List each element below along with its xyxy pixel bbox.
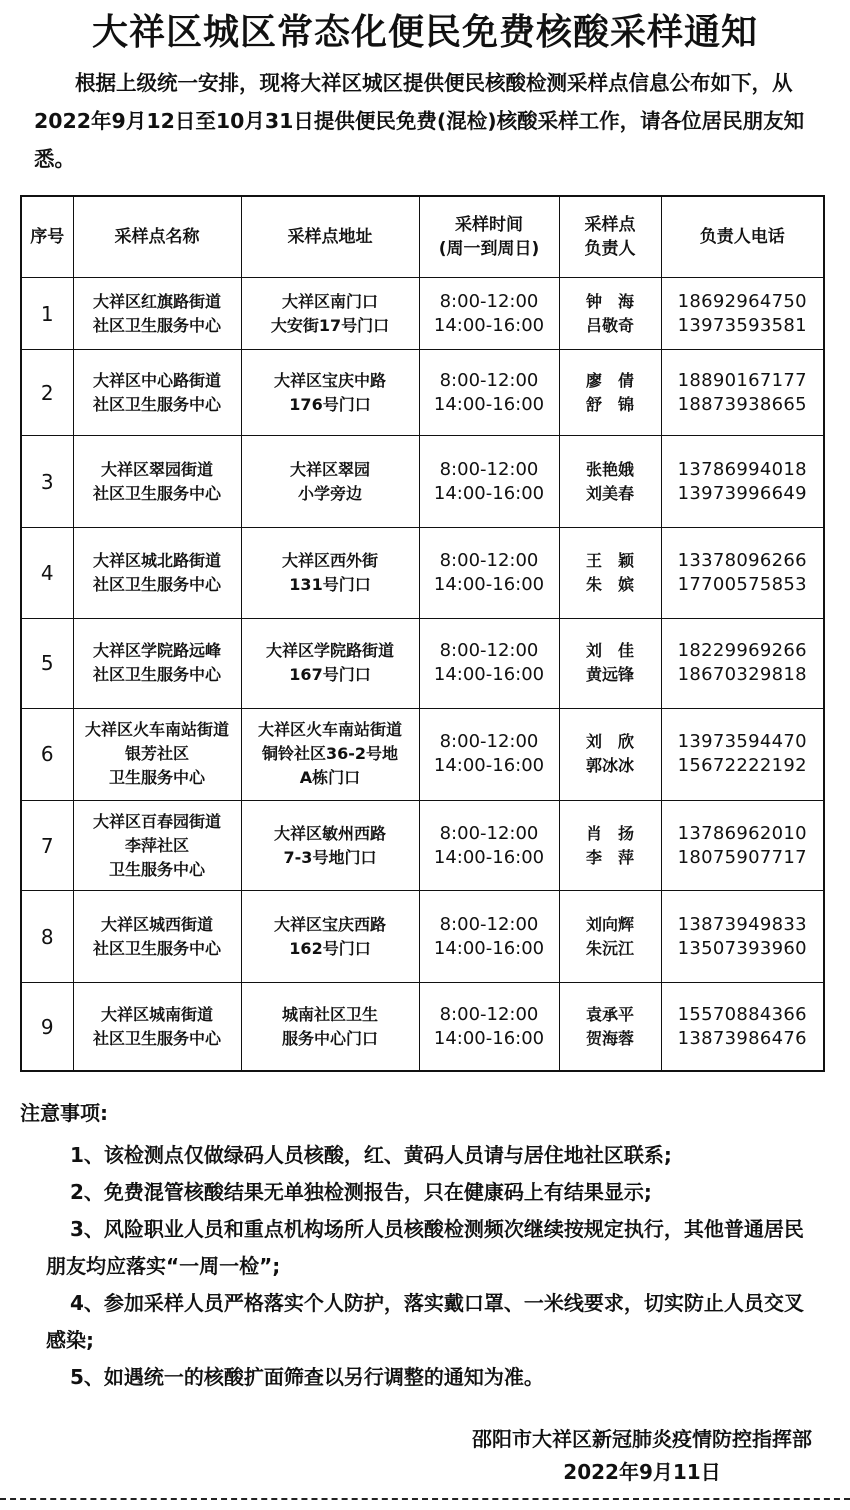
row-number-cell: 6 — [21, 708, 73, 800]
responsible-phone-line: 17700575853 — [677, 574, 807, 596]
responsible-person-cell — [559, 350, 661, 436]
site-name-line: 卫生服务中心 — [108, 859, 205, 879]
sampling-time-line: 14:00-16:00 — [433, 393, 545, 415]
header-time-line2: (周一到周日) — [438, 239, 540, 259]
header-time-line1: 采样时间 — [455, 215, 523, 235]
site-name-cell — [73, 800, 241, 890]
responsible-person-line: 刘 欣 — [585, 732, 634, 752]
sampling-time-line: 14:00-16:00 — [433, 846, 545, 868]
site-address-line: 大祥区西外街 — [281, 551, 378, 571]
sampling-time-line: 14:00-16:00 — [433, 1027, 545, 1049]
sampling-time-line: 14:00-16:00 — [433, 937, 545, 959]
responsible-phone-cell — [661, 618, 824, 708]
site-name-cell — [73, 278, 241, 350]
row-number-cell: 2 — [21, 350, 73, 436]
responsible-phone-line: 13973593581 — [677, 314, 807, 336]
site-name-line: 社区卫生服务中心 — [92, 1028, 221, 1048]
table-row — [21, 708, 824, 800]
site-address-line: 服务中心门口 — [281, 1028, 378, 1048]
site-name-line: 大祥区城北路街道 — [92, 551, 221, 571]
sampling-time-line: 14:00-16:00 — [433, 314, 545, 336]
responsible-phone-line: 13786994018 — [677, 458, 807, 480]
site-name-line: 社区卫生服务中心 — [92, 483, 221, 503]
sampling-time-line: 8:00-12:00 — [439, 913, 539, 935]
responsible-person-line: 刘向辉 — [585, 914, 634, 934]
responsible-person-line: 廖 倩 — [585, 370, 634, 390]
responsible-person-line: 袁承平 — [585, 1004, 634, 1024]
responsible-person-cell — [559, 891, 661, 983]
responsible-person-line: 钟 海 — [585, 291, 634, 311]
site-address-line: 131号门口 — [289, 575, 371, 595]
site-name-cell — [73, 618, 241, 708]
responsible-person-cell — [559, 436, 661, 528]
responsible-phone-line: 13973594470 — [677, 731, 807, 753]
site-address-line: 大祥区学院路街道 — [265, 641, 394, 661]
sampling-time-line: 8:00-12:00 — [439, 369, 539, 391]
site-name-line: 大祥区火车南站街道 — [84, 720, 229, 740]
responsible-phone-cell — [661, 278, 824, 350]
table-row — [21, 800, 824, 890]
responsible-person-line: 朱 嫔 — [585, 575, 634, 595]
sampling-time-cell — [419, 708, 559, 800]
site-address-line: 铜铃社区36-2号地 — [261, 744, 399, 764]
responsible-phone-cell — [661, 708, 824, 800]
sampling-time-cell — [419, 350, 559, 436]
sampling-time-line: 14:00-16:00 — [433, 664, 545, 686]
site-address-line: 大祥区敏州西路 — [273, 823, 386, 843]
site-name-line: 大祥区翠园街道 — [100, 459, 213, 479]
site-address-line: 176号门口 — [289, 394, 371, 414]
responsible-person-line: 黄远锋 — [585, 665, 634, 685]
row-number-cell: 7 — [21, 800, 73, 890]
responsible-person-line: 刘美春 — [585, 483, 634, 503]
responsible-person-line: 朱沅江 — [585, 938, 634, 958]
responsible-phone-line: 15570884366 — [677, 1003, 807, 1025]
sampling-time-line: 8:00-12:00 — [439, 640, 539, 662]
note-item: 2、免费混管核酸结果无单独检测报告，只在健康码上有结果显示; — [70, 1180, 652, 1204]
table-row — [21, 436, 824, 528]
sampling-time-cell — [419, 800, 559, 890]
header-phone: 负责人电话 — [661, 196, 824, 278]
site-address-line: 大祥区宝庆西路 — [273, 914, 386, 934]
site-name-line: 社区卫生服务中心 — [92, 575, 221, 595]
sampling-time-line: 8:00-12:00 — [439, 822, 539, 844]
signature-org: 邵阳市大祥区新冠肺炎疫情防控指挥部 — [472, 1427, 812, 1451]
site-address-cell — [241, 436, 419, 528]
sampling-time-cell — [419, 891, 559, 983]
responsible-phone-line: 18229969266 — [677, 640, 807, 662]
note-item: 1、该检测点仅做绿码人员核酸，红、黄码人员请与居住地社区联系; — [70, 1143, 672, 1167]
site-address-line: 小学旁边 — [297, 483, 362, 503]
site-address-cell — [241, 350, 419, 436]
row-number-cell: 8 — [21, 891, 73, 983]
responsible-phone-line: 18890167177 — [677, 369, 807, 391]
site-address-line: A栋门口 — [299, 768, 361, 788]
dashed-cut-line — [0, 1498, 850, 1500]
table-row — [21, 350, 824, 436]
site-name-line: 大祥区城南街道 — [100, 1004, 213, 1024]
site-name-line: 大祥区城西街道 — [100, 914, 213, 934]
header-person — [559, 196, 661, 278]
header-site-address: 采样点地址 — [241, 196, 419, 278]
responsible-person-line: 张艳娥 — [585, 459, 634, 479]
site-address-line: 大安街17号门口 — [270, 315, 390, 335]
row-number-cell: 1 — [21, 278, 73, 350]
note-item: 5、如遇统一的核酸扩面筛查以另行调整的通知为准。 — [70, 1365, 544, 1389]
site-address-cell — [241, 278, 419, 350]
site-address-cell — [241, 800, 419, 890]
sampling-time-cell — [419, 278, 559, 350]
notes-title: 注意事项: — [20, 1101, 108, 1125]
sampling-time-cell — [419, 618, 559, 708]
sampling-time-line: 8:00-12:00 — [439, 1003, 539, 1025]
site-name-line: 社区卫生服务中心 — [92, 665, 221, 685]
site-address-cell — [241, 528, 419, 618]
responsible-phone-cell — [661, 436, 824, 528]
table-row — [21, 891, 824, 983]
row-number-cell: 9 — [21, 983, 73, 1071]
site-address-cell — [241, 708, 419, 800]
responsible-phone-line: 13873949833 — [677, 913, 807, 935]
site-name-cell — [73, 708, 241, 800]
responsible-phone-line: 13507393960 — [677, 937, 807, 959]
site-name-cell — [73, 436, 241, 528]
site-address-line: 167号门口 — [289, 665, 371, 685]
responsible-phone-cell — [661, 983, 824, 1071]
table-row — [21, 278, 824, 350]
header-sampling-time — [419, 196, 559, 278]
responsible-phone-cell — [661, 350, 824, 436]
responsible-person-line: 郭冰冰 — [585, 756, 634, 776]
site-name-line: 大祥区百春园街道 — [92, 811, 221, 831]
responsible-person-cell — [559, 278, 661, 350]
header-no: 序号 — [21, 196, 73, 278]
site-name-line: 大祥区中心路街道 — [92, 370, 221, 390]
responsible-phone-line: 18670329818 — [677, 664, 807, 686]
table-row — [21, 618, 824, 708]
responsible-phone-line: 18873938665 — [677, 393, 807, 415]
site-name-cell — [73, 891, 241, 983]
sampling-time-line: 14:00-16:00 — [433, 755, 545, 777]
sampling-time-line: 8:00-12:00 — [439, 731, 539, 753]
responsible-person-cell — [559, 983, 661, 1071]
responsible-phone-line: 15672222192 — [677, 755, 807, 777]
table-header-row — [21, 196, 824, 278]
site-name-cell — [73, 528, 241, 618]
responsible-phone-line: 13873986476 — [677, 1027, 807, 1049]
site-name-line: 大祥区学院路远峰 — [92, 641, 221, 661]
sampling-time-line: 14:00-16:00 — [433, 482, 545, 504]
sampling-time-cell — [419, 436, 559, 528]
table-body — [21, 278, 824, 1072]
responsible-person-line: 刘 佳 — [585, 641, 634, 661]
site-name-cell — [73, 983, 241, 1071]
site-name-line: 社区卫生服务中心 — [92, 315, 221, 335]
responsible-phone-line: 13378096266 — [677, 550, 807, 572]
site-name-line: 大祥区红旗路街道 — [92, 291, 221, 311]
responsible-phone-line: 18692964750 — [677, 290, 807, 312]
sampling-time-cell — [419, 983, 559, 1071]
site-name-line: 社区卫生服务中心 — [92, 394, 221, 414]
notes-list — [46, 1137, 816, 1396]
site-name-cell — [73, 350, 241, 436]
responsible-person-line: 肖 扬 — [585, 823, 634, 843]
site-name-line: 银芳社区 — [124, 744, 189, 764]
row-number-cell: 5 — [21, 618, 73, 708]
table-row — [21, 528, 824, 618]
row-number-cell: 3 — [21, 436, 73, 528]
notice-title: 大祥区城区常态化便民免费核酸采样通知 — [91, 12, 758, 53]
responsible-phone-cell — [661, 528, 824, 618]
site-address-cell — [241, 891, 419, 983]
responsible-person-cell — [559, 800, 661, 890]
signature-date: 2022年9月11日 — [563, 1460, 721, 1484]
signature-block — [472, 1423, 812, 1489]
site-address-line: 大祥区南门口 — [281, 291, 378, 311]
sampling-sites-table — [20, 195, 825, 1072]
responsible-person-line: 王 颖 — [585, 551, 634, 571]
responsible-person-line: 舒 锦 — [585, 394, 634, 414]
table-row — [21, 983, 824, 1071]
site-address-line: 162号门口 — [289, 938, 371, 958]
responsible-phone-cell — [661, 891, 824, 983]
site-address-line: 大祥区翠园 — [289, 459, 370, 479]
row-number-cell: 4 — [21, 528, 73, 618]
responsible-person-cell — [559, 528, 661, 618]
responsible-phone-line: 13786962010 — [677, 822, 807, 844]
note-item: 3、风险职业人员和重点机构场所人员核酸检测频次继续按规定执行，其他普通居民朋友均应落实“一周一检”; — [46, 1217, 804, 1278]
note-item: 4、参加采样人员严格落实个人防护，落实戴口罩、一米线要求，切实防止人员交叉感染; — [46, 1291, 804, 1352]
header-site-name: 采样点名称 — [73, 196, 241, 278]
responsible-phone-line: 18075907717 — [677, 846, 807, 868]
site-address-line: 大祥区火车南站街道 — [257, 720, 402, 740]
sampling-time-line: 8:00-12:00 — [439, 550, 539, 572]
sampling-time-line: 14:00-16:00 — [433, 574, 545, 596]
site-address-line: 大祥区宝庆中路 — [273, 370, 386, 390]
site-address-cell — [241, 618, 419, 708]
site-name-line: 李萍社区 — [124, 835, 189, 855]
sampling-time-line: 8:00-12:00 — [439, 290, 539, 312]
intro-text: 根据上级统一安排，现将大祥区城区提供便民核酸检测采样点信息公布如下，从2022年9月12日至10月31日提供便民免费(混检)核酸采样工作，请各位居民朋友知悉。 — [34, 71, 805, 171]
sampling-time-cell — [419, 528, 559, 618]
header-person-line2: 负责人 — [584, 239, 636, 259]
responsible-person-line: 吕敬奇 — [585, 315, 634, 335]
intro-paragraph — [34, 64, 824, 178]
responsible-phone-line: 13973996649 — [677, 482, 807, 504]
site-address-cell — [241, 983, 419, 1071]
site-name-line: 卫生服务中心 — [108, 768, 205, 788]
site-address-line: 7-3号地门口 — [283, 847, 377, 867]
site-address-line: 城南社区卫生 — [281, 1004, 378, 1024]
responsible-person-cell — [559, 618, 661, 708]
responsible-person-line: 李 萍 — [585, 847, 634, 867]
responsible-phone-cell — [661, 800, 824, 890]
header-person-line1: 采样点 — [584, 215, 636, 235]
responsible-person-line: 贺海蓉 — [585, 1028, 634, 1048]
sampling-time-line: 8:00-12:00 — [439, 458, 539, 480]
responsible-person-cell — [559, 708, 661, 800]
site-name-line: 社区卫生服务中心 — [92, 938, 221, 958]
